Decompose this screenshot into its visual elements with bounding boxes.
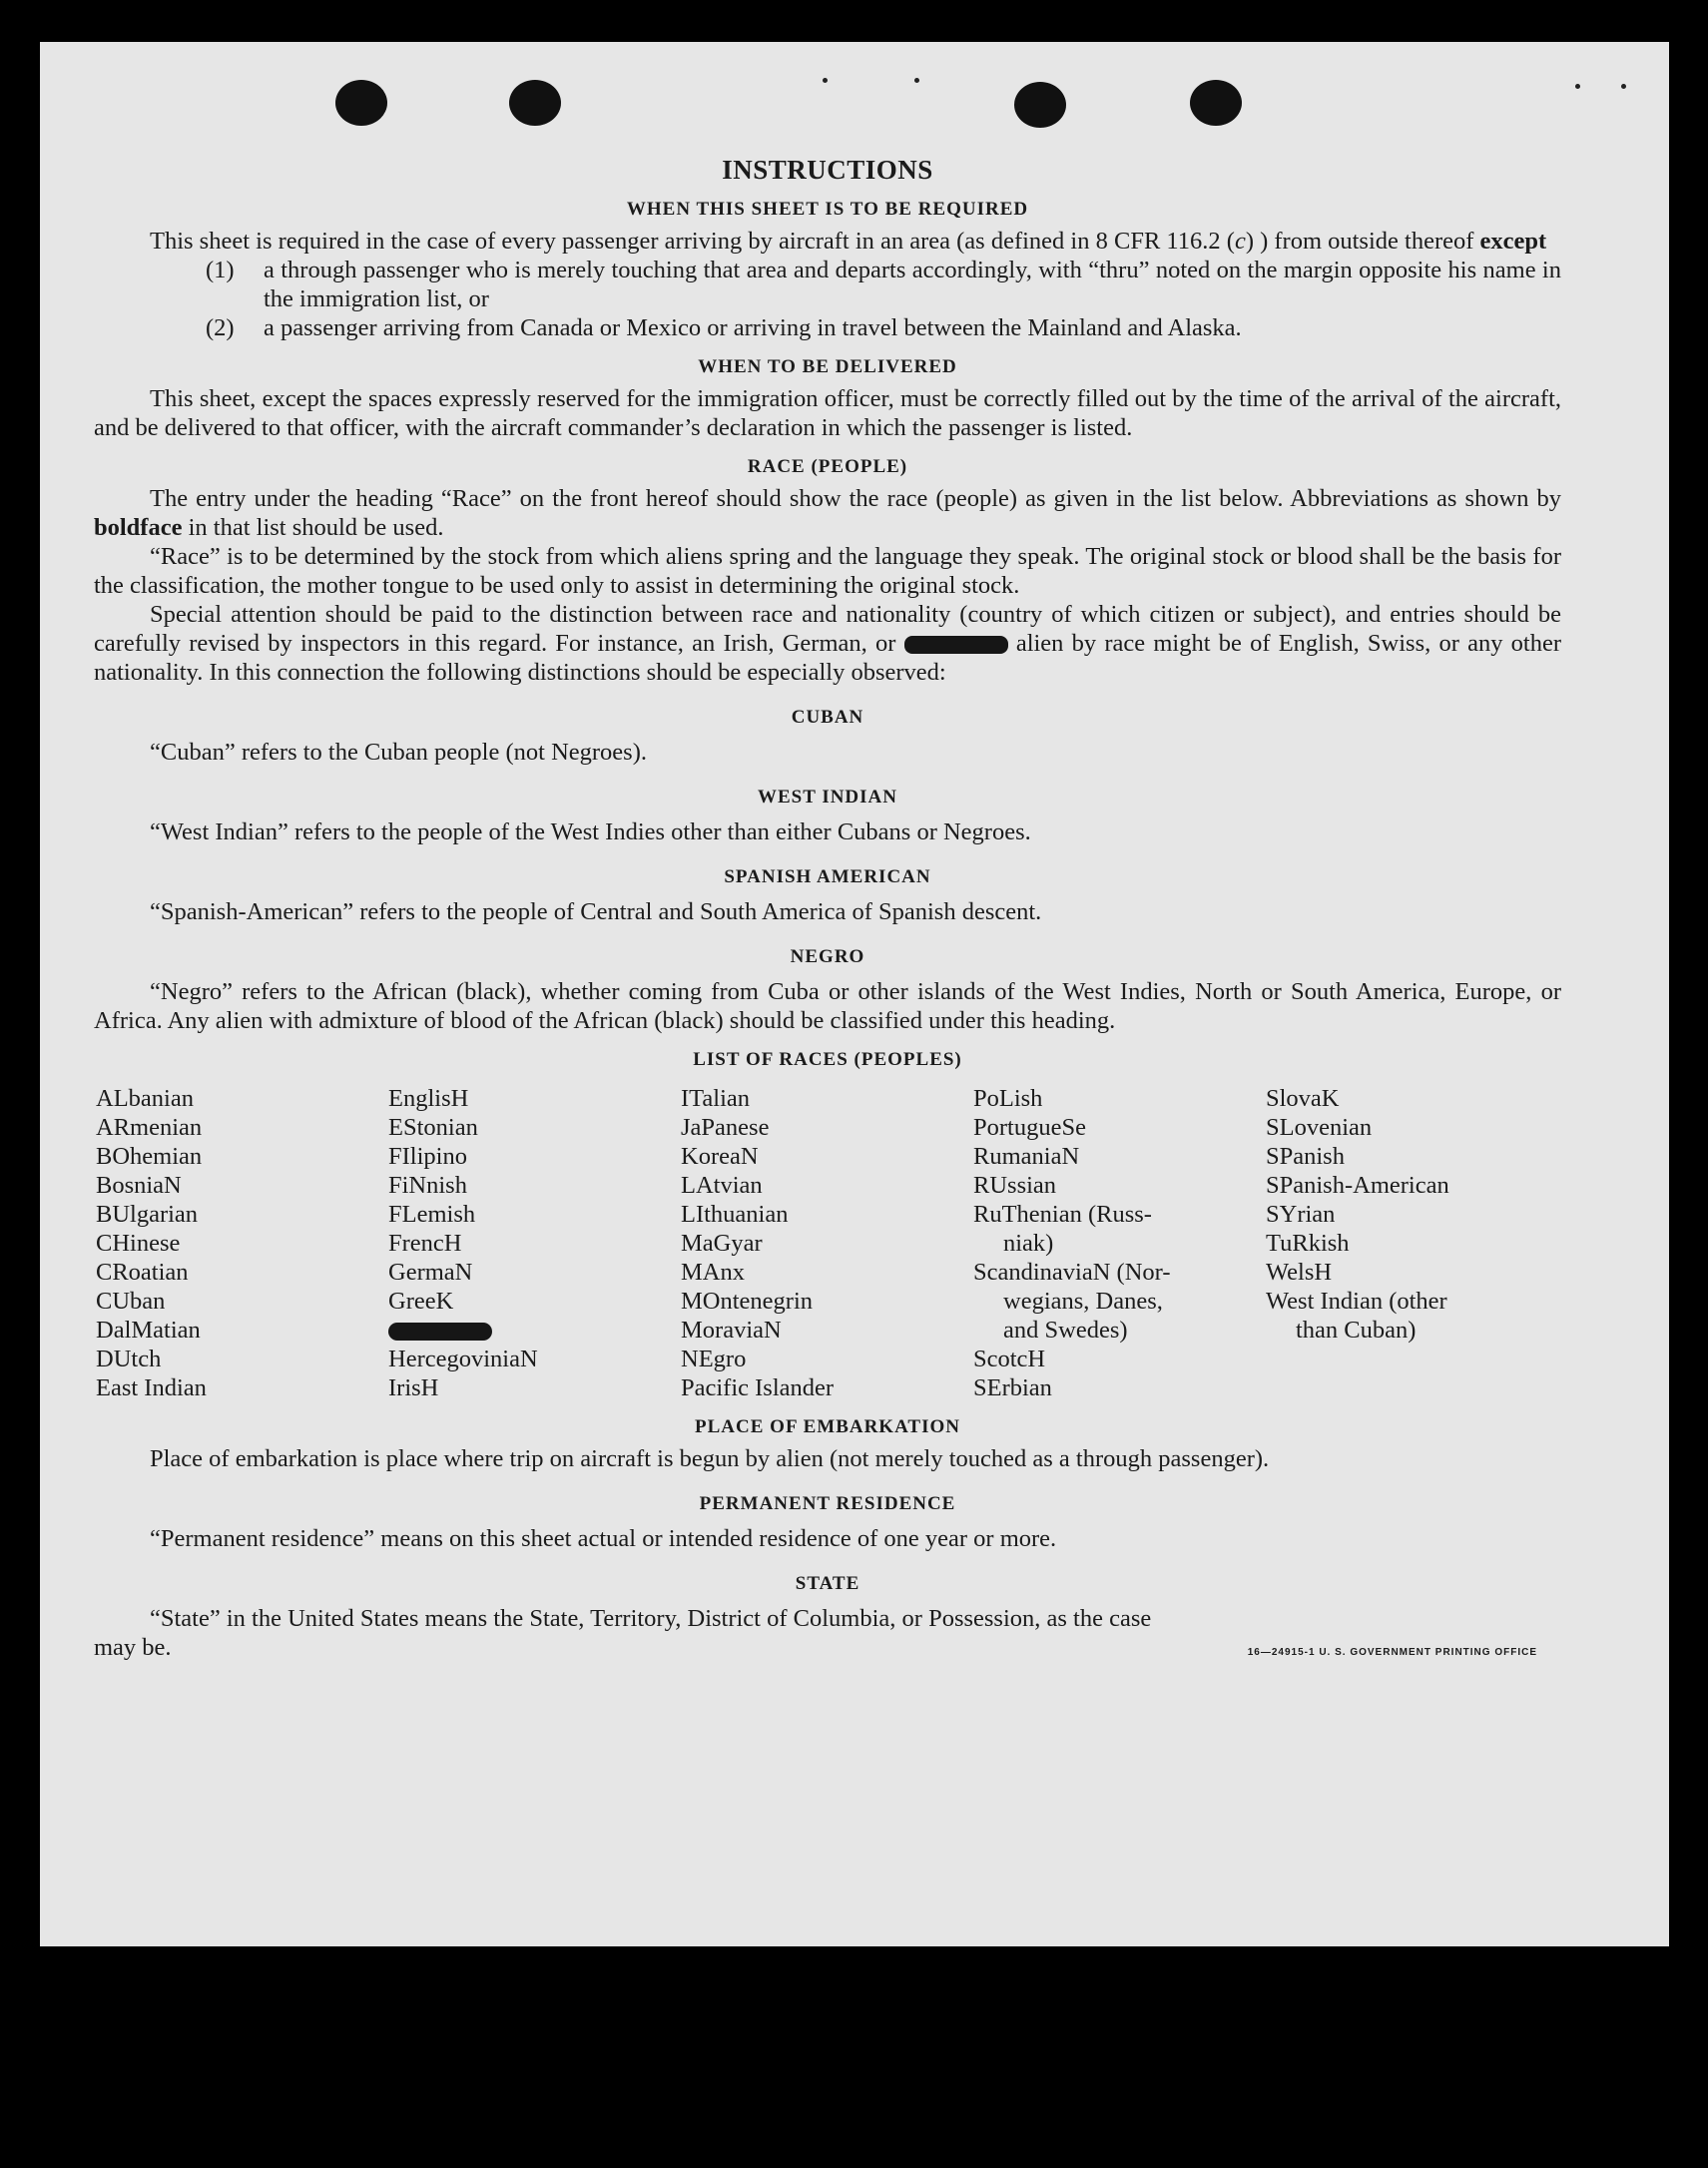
race-entry: HercegoviniaN bbox=[388, 1346, 538, 1372]
race-entry: SlovaK bbox=[1266, 1085, 1340, 1112]
instructions-content bbox=[94, 156, 1561, 1667]
section-heading: WHEN THIS SHEET IS TO BE REQUIRED bbox=[626, 199, 1029, 220]
ink-speck bbox=[823, 78, 828, 83]
page-title: INSTRUCTIONS bbox=[722, 155, 933, 185]
race-entry: DUtch bbox=[96, 1346, 162, 1372]
race-list bbox=[96, 1084, 1561, 1402]
paragraph: Special attention should be paid to the distinction between race and nationality (country of which citizen or subject), and entries should be carefully revised by inspectors in this regard. For instance, an Irish, German, or alien by race might be of English, Swiss, or any other nationality. In this connection the following distinctions should be especially observed: bbox=[94, 601, 1561, 686]
list-item bbox=[206, 256, 1561, 313]
race-entry: RumaniaN bbox=[973, 1143, 1080, 1170]
section-heading: WHEN TO BE DELIVERED bbox=[698, 356, 957, 377]
paragraph-end: may be. bbox=[94, 1634, 172, 1661]
race-entry: WelsH bbox=[1266, 1259, 1333, 1286]
section-heading: PERMANENT RESIDENCE bbox=[699, 1493, 956, 1514]
paragraph: “State” in the United States means the State, Territory, District of Columbia, or Possession, as the case bbox=[150, 1605, 1152, 1632]
race-column bbox=[681, 1084, 973, 1402]
race-column bbox=[388, 1084, 681, 1402]
punch-hole bbox=[1190, 80, 1242, 126]
race-entry: RuThenian (Russ- bbox=[973, 1201, 1152, 1228]
race-entry: MOntenegrin bbox=[681, 1288, 813, 1315]
section-heading: CUBAN bbox=[791, 707, 864, 728]
item-text: a passenger arriving from Canada or Mexico or arriving in travel between the Mainland and Alaska. bbox=[264, 314, 1242, 341]
race-entry: BOhemian bbox=[96, 1143, 203, 1170]
redacted-race-entry bbox=[388, 1316, 681, 1345]
race-entry: ALbanian bbox=[96, 1085, 194, 1112]
race-entry: EStonian bbox=[388, 1114, 478, 1141]
race-entry: wegians, Danes, bbox=[1003, 1288, 1163, 1315]
paragraph: “West Indian” refers to the people of the West Indies other than either Cubans or Negroes. bbox=[150, 818, 1031, 845]
race-entry: CHinese bbox=[96, 1230, 181, 1257]
race-entry: Pacific Islander bbox=[681, 1374, 835, 1401]
redaction-mark bbox=[388, 1323, 492, 1341]
race-entry: PortugueSe bbox=[973, 1114, 1086, 1141]
punch-hole bbox=[509, 80, 561, 126]
race-entry: SLovenian bbox=[1266, 1114, 1373, 1141]
section-heading: RACE (PEOPLE) bbox=[747, 456, 908, 477]
race-entry: DalMatian bbox=[96, 1317, 201, 1344]
race-entry: SYrian bbox=[1266, 1201, 1336, 1228]
paragraph: “Race” is to be determined by the stock from which aliens spring and the language they speak. The original stock or blood shall be the basis for the classification, the mother tongue to be used only to assist in determining the original stock. bbox=[94, 543, 1561, 599]
paragraph: “Cuban” refers to the Cuban people (not Negroes). bbox=[150, 739, 647, 766]
race-entry: FiNnish bbox=[388, 1172, 467, 1199]
ink-speck bbox=[1575, 84, 1580, 89]
race-entry: NEgro bbox=[681, 1346, 747, 1372]
paragraph: “Permanent residence” means on this sheet actual or intended residence of one year or more. bbox=[150, 1525, 1057, 1552]
redaction-mark bbox=[904, 636, 1008, 654]
race-entry: FLemish bbox=[388, 1201, 476, 1228]
paragraph: The entry under the heading “Race” on the front hereof should show the race (people) as given in the list below. Abbreviations as shown by boldface in that list should be used. bbox=[94, 485, 1561, 541]
paragraph: “Negro” refers to the African (black), whether coming from Cuba or other islands of the West Indies, North or South America, Europe, or Africa. Any alien with admixture of blood of the African (black) should be classified under this heading. bbox=[94, 978, 1561, 1034]
race-entry: FrencH bbox=[388, 1230, 462, 1257]
race-entry: MoraviaN bbox=[681, 1317, 782, 1344]
race-column bbox=[96, 1084, 388, 1402]
race-entry: SErbian bbox=[973, 1374, 1052, 1401]
printing-office-code: 16—24915-1 U. S. GOVERNMENT PRINTING OFFICE bbox=[1247, 1647, 1537, 1658]
section-heading: WEST INDIAN bbox=[758, 787, 897, 808]
section-heading: SPANISH AMERICAN bbox=[724, 866, 931, 887]
race-entry: GermaN bbox=[388, 1259, 473, 1286]
race-entry: PoLish bbox=[973, 1085, 1043, 1112]
race-entry: CUban bbox=[96, 1288, 166, 1315]
race-entry: ARmenian bbox=[96, 1114, 203, 1141]
page-footer bbox=[94, 1633, 1561, 1667]
race-entry: IrisH bbox=[388, 1374, 439, 1401]
race-entry: ScandinaviaN (Nor- bbox=[973, 1259, 1171, 1286]
race-column bbox=[973, 1084, 1266, 1402]
race-entry: BUlgarian bbox=[96, 1201, 199, 1228]
ink-speck bbox=[1621, 84, 1626, 89]
race-entry: MaGyar bbox=[681, 1230, 763, 1257]
item-text: a through passenger who is merely touching that area and departs accordingly, with “thru” noted on the margin opposite his name in the immigration list, or bbox=[264, 257, 1561, 312]
race-entry: JaPanese bbox=[681, 1114, 770, 1141]
paragraph: Place of embarkation is place where trip on aircraft is begun by alien (not merely touched as a through passenger). bbox=[150, 1445, 1270, 1472]
race-entry: West Indian (other bbox=[1266, 1288, 1447, 1315]
race-entry: GreeK bbox=[388, 1288, 454, 1315]
item-number: (1) bbox=[206, 257, 235, 283]
paragraph: “Spanish-American” refers to the people of Central and South America of Spanish descent. bbox=[150, 898, 1042, 925]
race-entry: BosniaN bbox=[96, 1172, 182, 1199]
paragraph: This sheet is required in the case of every passenger arriving by aircraft in an area (as defined in 8 CFR 116.2 (c) ) from outside thereof except bbox=[150, 228, 1547, 255]
section-heading: STATE bbox=[795, 1573, 860, 1594]
race-entry: SPanish-American bbox=[1266, 1172, 1449, 1199]
race-entry: LIthuanian bbox=[681, 1201, 789, 1228]
race-entry: SPanish bbox=[1266, 1143, 1345, 1170]
race-entry: ITalian bbox=[681, 1085, 751, 1112]
item-number: (2) bbox=[206, 314, 235, 341]
race-column bbox=[1266, 1084, 1558, 1402]
race-entry: niak) bbox=[1003, 1230, 1054, 1257]
section-heading: LIST OF RACES (PEOPLES) bbox=[693, 1049, 962, 1070]
race-entry: ScotcH bbox=[973, 1346, 1046, 1372]
race-entry: EnglisH bbox=[388, 1085, 469, 1112]
punch-hole bbox=[1014, 82, 1066, 128]
race-entry: East Indian bbox=[96, 1374, 207, 1401]
document-sheet bbox=[40, 42, 1669, 1946]
race-entry: and Swedes) bbox=[1003, 1317, 1128, 1344]
punch-hole bbox=[335, 80, 387, 126]
race-entry: FIlipino bbox=[388, 1143, 467, 1170]
race-entry: LAtvian bbox=[681, 1172, 763, 1199]
race-entry: than Cuban) bbox=[1296, 1317, 1417, 1344]
race-entry: KoreaN bbox=[681, 1143, 759, 1170]
paragraph: This sheet, except the spaces expressly reserved for the immigration officer, must be correctly filled out by the time of the arrival of the aircraft, and be delivered to that officer, with the aircraft commander’s declaration in which the passenger is listed. bbox=[94, 385, 1561, 441]
section-heading: PLACE OF EMBARKATION bbox=[695, 1416, 960, 1437]
race-entry: TuRkish bbox=[1266, 1230, 1350, 1257]
section-heading: NEGRO bbox=[790, 946, 865, 967]
race-entry: CRoatian bbox=[96, 1259, 189, 1286]
list-item bbox=[206, 313, 1561, 342]
race-entry: RUssian bbox=[973, 1172, 1057, 1199]
race-entry: MAnx bbox=[681, 1259, 745, 1286]
ink-speck bbox=[914, 78, 919, 83]
